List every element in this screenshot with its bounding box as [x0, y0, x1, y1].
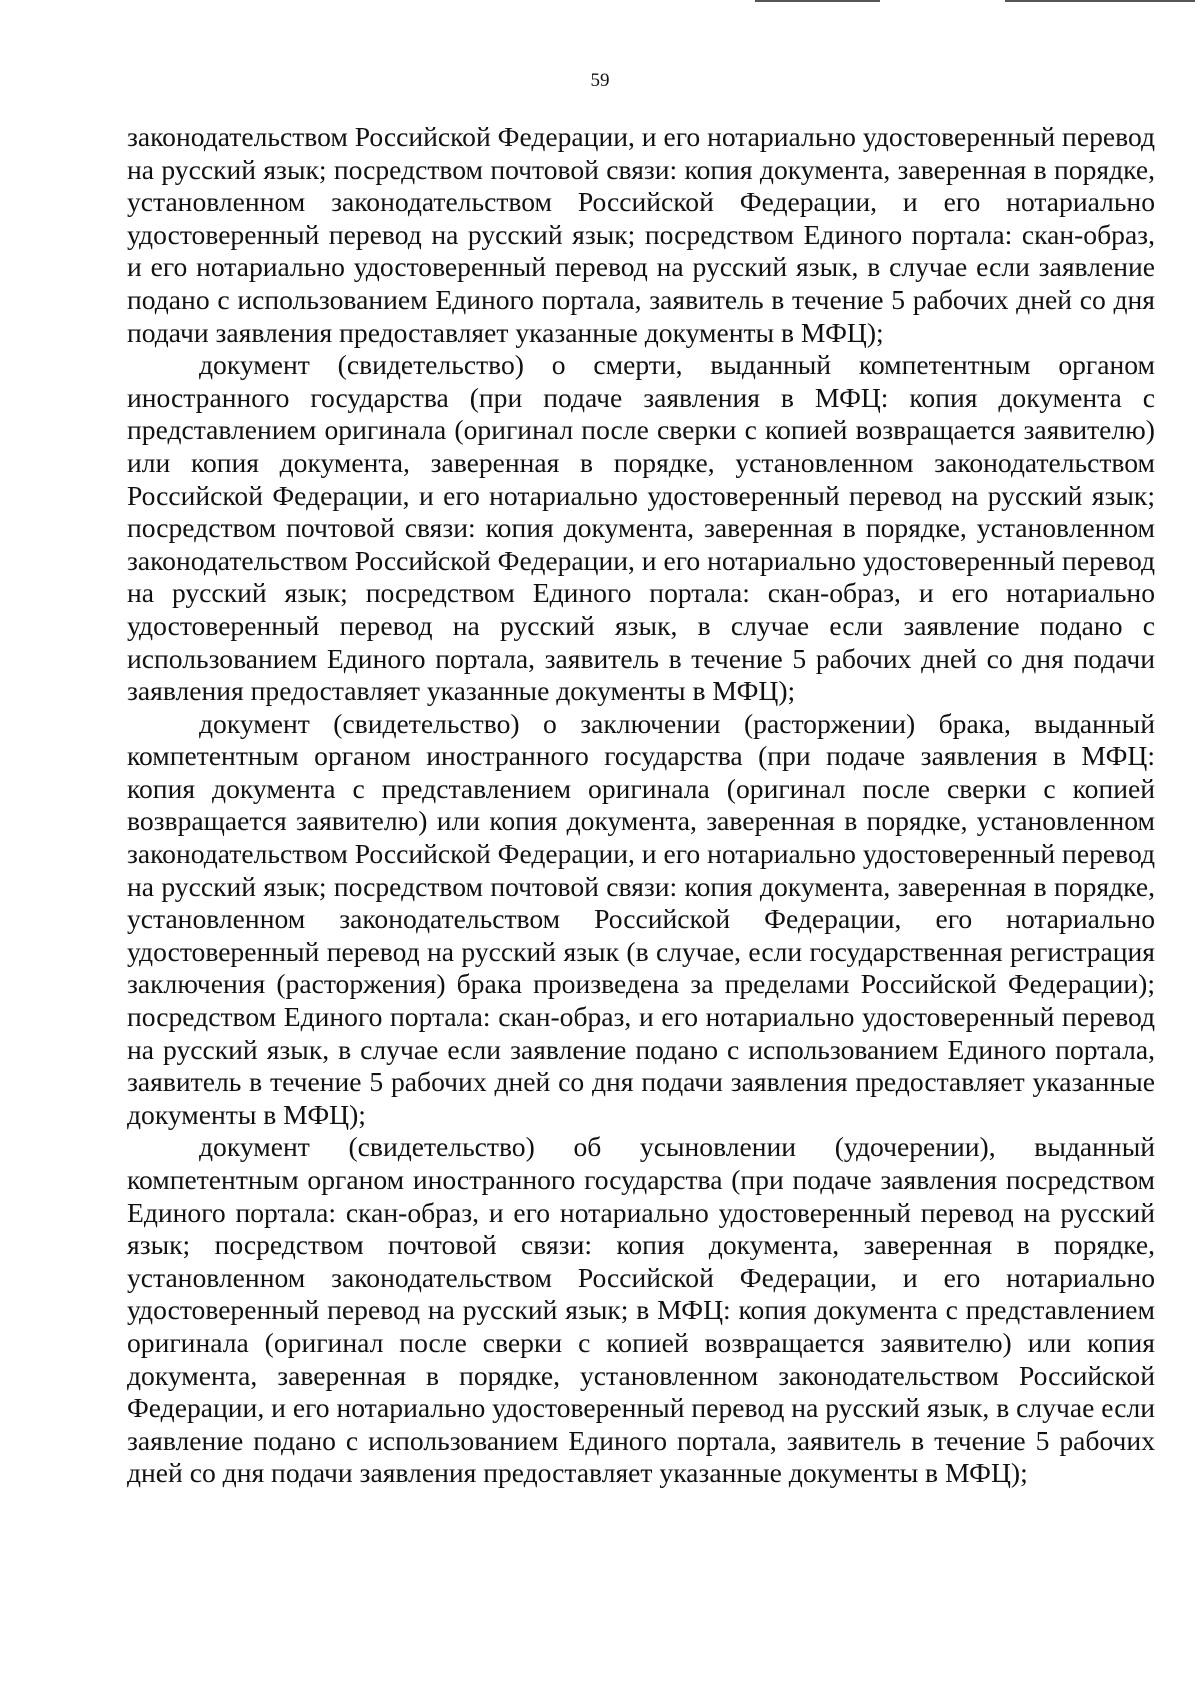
- paragraph-continuation: законодательством Российской Федерации, и его нотариально удостоверенный перевод на русский язык; посредством почтовой связи: копия документа, заверенная в порядке, установленном законодательством Российской Федерации, и его нотариально удостоверенный перевод на русский язык; посредством Единого портала: скан-образ, и его нотариально удостоверенный перевод на русский язык, в случае если заявление подано с использованием Единого портала, заявитель в течение 5 рабочих дней со дня подачи заявления предоставляет указанные документы в МФЦ);: [127, 121, 1155, 348]
- paragraph-adoption-certificate: документ (свидетельство) об усыновлении (удочерении), выданный компетентным органом иностранного государства (при подаче заявления посредством Единого портала: скан-образ, и его нотариально удостоверенный перевод на русский язык; посредством почтовой связи: копия документа, заверенная в порядке, установленном законодательством Российской Федерации, и его нотариально удостоверенный перевод на русский язык; в МФЦ: копия документа с представлением оригинала (оригинал после сверки с копией возвращается заявителю) или копия документа, заверенная в порядке, установленном законодательством Российской Федерации, и его нотариально удостоверенный перевод на русский язык, в случае если заявление подано с использованием Единого портала, заявитель в течение 5 рабочих дней со дня подачи заявления предоставляет указанные документы в МФЦ);: [127, 1131, 1155, 1489]
- document-body: [127, 121, 1155, 1490]
- paragraph-marriage-certificate: документ (свидетельство) о заключении (расторжении) брака, выданный компетентным органом иностранного государства (при подаче заявления в МФЦ: копия документа с представлением оригинала (оригинал после сверки с копией возвращается заявителю) или копия документа, заверенная в порядке, установленном законодательством Российской Федерации, и его нотариально удостоверенный перевод на русский язык; посредством почтовой связи: копия документа, заверенная в порядке, установленном законодательством Российской Федерации, его нотариально удостоверенный перевод на русский язык (в случае, если государственная регистрация заключения (расторжения) брака произведена за пределами Российской Федерации); посредством Единого портала: скан-образ, и его нотариально удостоверенный перевод на русский язык, в случае если заявление подано с использованием Единого портала, заявитель в течение 5 рабочих дней со дня подачи заявления предоставляет указанные документы в МФЦ);: [127, 707, 1155, 1130]
- paragraph-death-certificate: документ (свидетельство) о смерти, выданный компетентным органом иностранного государства (при подаче заявления в МФЦ: копия документа с представлением оригинала (оригинал после сверки с копией возвращается заявителю) или копия документа, заверенная в порядке, установленном законодательством Российской Федерации, и его нотариально удостоверенный перевод на русский язык; посредством почтовой связи: копия документа, заверенная в порядке, установленном законодательством Российской Федерации, и его нотариально удостоверенный перевод на русский язык; посредством Единого портала: скан-образ, и его нотариально удостоверенный перевод на русский язык, в случае если заявление подано с использованием Единого портала, заявитель в течение 5 рабочих дней со дня подачи заявления предоставляет указанные документы в МФЦ);: [127, 349, 1155, 707]
- page-number: 59: [590, 70, 610, 91]
- scan-edge-mark: [755, 0, 880, 2]
- scan-edge-mark: [1005, 0, 1195, 2]
